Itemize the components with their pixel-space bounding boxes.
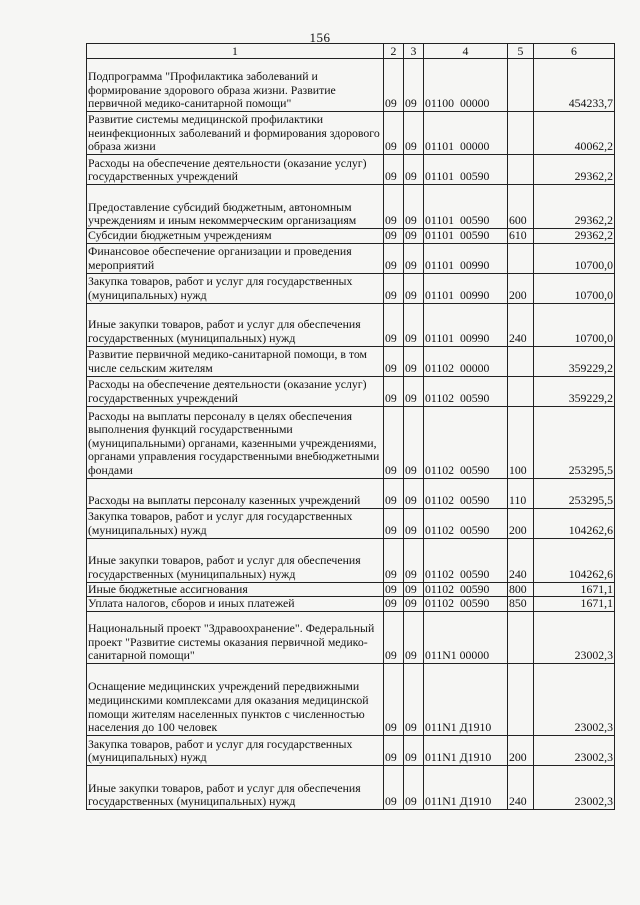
row-rz-cell: 09: [384, 303, 404, 346]
row-vr-cell: [508, 112, 534, 155]
row-name-cell: Иные закупки товаров, работ и услуг для обеспечения государственных (муниципальных) нужд: [87, 765, 384, 809]
row-vr-cell: [508, 243, 534, 273]
row-sum-cell: 253295,5: [534, 406, 615, 478]
table-row: [87, 597, 615, 612]
table-header: [87, 44, 615, 59]
row-rz-cell: 09: [384, 538, 404, 582]
row-vr-cell: [508, 346, 534, 376]
row-sum-cell: 23002,3: [534, 765, 615, 809]
row-rz-cell: 09: [384, 273, 404, 303]
row-prz-cell: 09: [404, 229, 424, 244]
row-name-cell: Расходы на выплаты персоналу в целях обеспечения выполнения функций государственными (муниципальными) органами, казенными учреждениями, органами управления государственными внебюджетными фондами: [87, 406, 384, 478]
row-name-cell: Иные закупки товаров, работ и услуг для обеспечения государственных (муниципальных) нужд: [87, 303, 384, 346]
table-row: [87, 735, 615, 765]
table-row: [87, 376, 615, 406]
row-vr-cell: 100: [508, 406, 534, 478]
row-sum-cell: 454233,7: [534, 59, 615, 112]
row-vr-cell: 800: [508, 582, 534, 597]
row-csr-cell: 01102 00590: [424, 376, 508, 406]
row-sum-cell: 29362,2: [534, 229, 615, 244]
row-vr-cell: 110: [508, 478, 534, 508]
row-prz-cell: 09: [404, 582, 424, 597]
row-sum-cell: 253295,5: [534, 478, 615, 508]
header-col-5: 5: [508, 44, 534, 59]
row-csr-cell: 011N1 Д1910: [424, 735, 508, 765]
row-sum-cell: 1671,1: [534, 597, 615, 612]
row-rz-cell: 09: [384, 406, 404, 478]
row-rz-cell: 09: [384, 611, 404, 663]
row-csr-cell: 01102 00590: [424, 508, 508, 538]
row-sum-cell: 359229,2: [534, 376, 615, 406]
row-rz-cell: 09: [384, 508, 404, 538]
row-vr-cell: 240: [508, 303, 534, 346]
budget-table: [86, 43, 615, 810]
row-name-cell: Национальный проект "Здравоохранение". Федеральный проект "Развитие системы оказания первичной медико-санитарной помощи": [87, 611, 384, 663]
row-prz-cell: 09: [404, 508, 424, 538]
row-sum-cell: 23002,3: [534, 735, 615, 765]
table-row: [87, 611, 615, 663]
row-rz-cell: 09: [384, 346, 404, 376]
row-rz-cell: 09: [384, 376, 404, 406]
table-row: [87, 346, 615, 376]
row-prz-cell: 09: [404, 663, 424, 735]
row-rz-cell: 09: [384, 478, 404, 508]
row-sum-cell: 10700,0: [534, 243, 615, 273]
row-sum-cell: 10700,0: [534, 273, 615, 303]
row-sum-cell: 359229,2: [534, 346, 615, 376]
row-name-cell: Финансовое обеспечение организации и проведения мероприятий: [87, 243, 384, 273]
row-prz-cell: 09: [404, 59, 424, 112]
row-rz-cell: 09: [384, 735, 404, 765]
row-csr-cell: 011N1 00000: [424, 611, 508, 663]
table-row: [87, 303, 615, 346]
row-csr-cell: 01101 00990: [424, 303, 508, 346]
row-vr-cell: 600: [508, 185, 534, 229]
row-prz-cell: 09: [404, 185, 424, 229]
row-name-cell: Закупка товаров, работ и услуг для государственных (муниципальных) нужд: [87, 735, 384, 765]
header-col-4: 4: [424, 44, 508, 59]
row-csr-cell: 01102 00590: [424, 538, 508, 582]
row-vr-cell: [508, 59, 534, 112]
row-csr-cell: 01102 00000: [424, 346, 508, 376]
row-vr-cell: 200: [508, 508, 534, 538]
row-prz-cell: 09: [404, 611, 424, 663]
table-row: [87, 582, 615, 597]
row-rz-cell: 09: [384, 229, 404, 244]
row-name-cell: Расходы на обеспечение деятельности (оказание услуг) государственных учреждений: [87, 155, 384, 185]
row-rz-cell: 09: [384, 155, 404, 185]
row-vr-cell: 240: [508, 765, 534, 809]
row-prz-cell: 09: [404, 597, 424, 612]
row-vr-cell: [508, 155, 534, 185]
row-csr-cell: 01102 00590: [424, 478, 508, 508]
header-col-1: 1: [87, 44, 384, 59]
table-row: [87, 229, 615, 244]
row-prz-cell: 09: [404, 155, 424, 185]
row-sum-cell: 23002,3: [534, 611, 615, 663]
row-csr-cell: 01101 00590: [424, 185, 508, 229]
row-sum-cell: 29362,2: [534, 155, 615, 185]
row-sum-cell: 23002,3: [534, 663, 615, 735]
row-csr-cell: 01101 00990: [424, 273, 508, 303]
row-name-cell: Оснащение медицинских учреждений передвижными медицинскими комплексами для оказания медицинской помощи жителям населенных пунктов с численностью населения до 100 человек: [87, 663, 384, 735]
row-sum-cell: 1671,1: [534, 582, 615, 597]
row-vr-cell: [508, 376, 534, 406]
row-name-cell: Развитие системы медицинской профилактики неинфекционных заболеваний и формирования здорового образа жизни: [87, 112, 384, 155]
row-prz-cell: 09: [404, 346, 424, 376]
table-row: [87, 663, 615, 735]
table-row: [87, 765, 615, 809]
table-row: [87, 406, 615, 478]
row-vr-cell: 200: [508, 273, 534, 303]
row-rz-cell: 09: [384, 112, 404, 155]
row-sum-cell: 104262,6: [534, 508, 615, 538]
row-prz-cell: 09: [404, 303, 424, 346]
row-vr-cell: 850: [508, 597, 534, 612]
row-prz-cell: 09: [404, 735, 424, 765]
table-row: [87, 59, 615, 112]
row-csr-cell: 01100 00000: [424, 59, 508, 112]
row-prz-cell: 09: [404, 478, 424, 508]
page-number: 156: [309, 30, 331, 45]
row-csr-cell: 011N1 Д1910: [424, 663, 508, 735]
row-sum-cell: 29362,2: [534, 185, 615, 229]
table-row: [87, 243, 615, 273]
table-row: [87, 185, 615, 229]
row-csr-cell: 01101 00590: [424, 229, 508, 244]
row-name-cell: Иные бюджетные ассигнования: [87, 582, 384, 597]
row-sum-cell: 104262,6: [534, 538, 615, 582]
row-sum-cell: 10700,0: [534, 303, 615, 346]
row-prz-cell: 09: [404, 376, 424, 406]
row-rz-cell: 09: [384, 59, 404, 112]
row-sum-cell: 40062,2: [534, 112, 615, 155]
row-vr-cell: 610: [508, 229, 534, 244]
row-csr-cell: 01102 00590: [424, 597, 508, 612]
row-csr-cell: 01102 00590: [424, 582, 508, 597]
row-name-cell: Субсидии бюджетным учреждениям: [87, 229, 384, 244]
table-row: [87, 273, 615, 303]
row-name-cell: Предоставление субсидий бюджетным, автономным учреждениям и иным некоммерческим организациям: [87, 185, 384, 229]
table-row: [87, 112, 615, 155]
table-row: [87, 508, 615, 538]
row-prz-cell: 09: [404, 243, 424, 273]
row-prz-cell: 09: [404, 406, 424, 478]
row-name-cell: Закупка товаров, работ и услуг для государственных (муниципальных) нужд: [87, 508, 384, 538]
row-rz-cell: 09: [384, 243, 404, 273]
header-col-2: 2: [384, 44, 404, 59]
row-csr-cell: 011N1 Д1910: [424, 765, 508, 809]
row-prz-cell: 09: [404, 765, 424, 809]
row-vr-cell: [508, 611, 534, 663]
row-csr-cell: 01101 00990: [424, 243, 508, 273]
row-name-cell: Расходы на выплаты персоналу казенных учреждений: [87, 478, 384, 508]
header-row: [87, 44, 615, 59]
table-row: [87, 155, 615, 185]
row-name-cell: Иные закупки товаров, работ и услуг для обеспечения государственных (муниципальных) нужд: [87, 538, 384, 582]
row-name-cell: Закупка товаров, работ и услуг для государственных (муниципальных) нужд: [87, 273, 384, 303]
row-rz-cell: 09: [384, 765, 404, 809]
row-csr-cell: 01102 00590: [424, 406, 508, 478]
row-prz-cell: 09: [404, 112, 424, 155]
row-rz-cell: 09: [384, 597, 404, 612]
row-rz-cell: 09: [384, 582, 404, 597]
row-rz-cell: 09: [384, 663, 404, 735]
header-col-3: 3: [404, 44, 424, 59]
row-name-cell: Развитие первичной медико-санитарной помощи, в том числе сельским жителям: [87, 346, 384, 376]
row-name-cell: Подпрограмма "Профилактика заболеваний и формирование здорового образа жизни. Развитие первичной медико-санитарной помощи": [87, 59, 384, 112]
row-name-cell: Уплата налогов, сборов и иных платежей: [87, 597, 384, 612]
row-name-cell: Расходы на обеспечение деятельности (оказание услуг) государственных учреждений: [87, 376, 384, 406]
row-prz-cell: 09: [404, 273, 424, 303]
table-row: [87, 538, 615, 582]
row-vr-cell: [508, 663, 534, 735]
header-col-6: 6: [534, 44, 615, 59]
row-vr-cell: 200: [508, 735, 534, 765]
table-row: [87, 478, 615, 508]
row-csr-cell: 01101 00590: [424, 155, 508, 185]
table-body: [87, 59, 615, 810]
row-rz-cell: 09: [384, 185, 404, 229]
row-csr-cell: 01101 00000: [424, 112, 508, 155]
row-prz-cell: 09: [404, 538, 424, 582]
row-vr-cell: 240: [508, 538, 534, 582]
